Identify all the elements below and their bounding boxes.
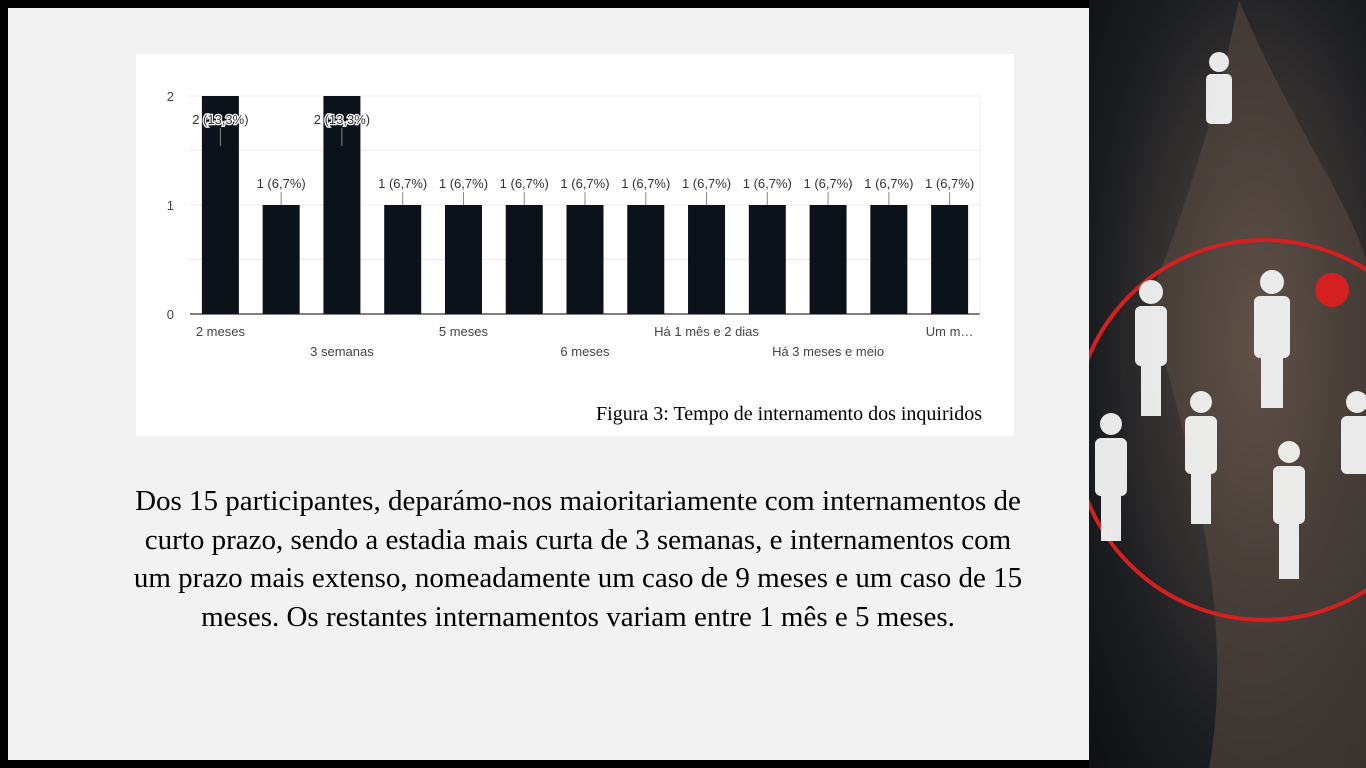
bar [263, 205, 300, 314]
data-label: 1 (6,7%) [864, 176, 914, 191]
data-label: 1 (6,7%) [560, 176, 610, 191]
y-tick-label: 0 [166, 307, 174, 322]
bar [445, 205, 482, 314]
data-label: 1 (6,7%) [925, 176, 975, 191]
x-tick-label: Há 3 meses e meio [772, 344, 885, 359]
x-tick-label: Um m… [925, 324, 974, 339]
bar [810, 205, 847, 314]
figure-caption: Figura 3: Tempo de internamento dos inquiridos [596, 403, 982, 425]
data-label: 1 (6,7%) [803, 176, 853, 191]
bar-chart [136, 54, 1014, 394]
data-label: 1 (6,7%) [256, 176, 306, 191]
bar [567, 205, 604, 314]
data-label: 1 (6,7%) [621, 176, 671, 191]
data-label: 1 (6,7%) [438, 176, 489, 191]
y-tick-label: 1 [166, 198, 174, 213]
bar [384, 205, 421, 314]
bar [506, 205, 543, 314]
bar [931, 205, 968, 314]
x-tick-label: 3 semanas [310, 344, 374, 359]
x-tick-label: 2 meses [195, 324, 245, 339]
data-label: 2 (13,3%) [192, 112, 249, 127]
data-label: 1 (6,7%) [681, 176, 732, 191]
data-label: 1 (6,7%) [742, 176, 792, 191]
decorative-photo [1089, 0, 1366, 768]
chart-figure [136, 54, 1014, 436]
data-label: 1 (6,7%) [378, 176, 428, 191]
body-paragraph: Dos 15 participantes, deparámo-nos maioritariamente com internamentos de curto prazo, sendo a estadia mais curta de 3 semanas, e internamentos com um prazo mais extenso, nomeadamente um caso de 9 meses e um caso de 15 meses. Os restantes internamentos variam entre 1 mês e 5 meses. [133, 485, 1023, 633]
x-tick-label: 5 meses [438, 324, 489, 339]
bar [627, 205, 664, 314]
bar [749, 205, 786, 314]
data-label: 2 (13,3%) [313, 112, 371, 127]
bar [688, 205, 725, 314]
data-label: 1 (6,7%) [499, 176, 549, 191]
y-tick-label: 2 [166, 89, 174, 104]
x-tick-label: Há 1 mês e 2 dias [654, 324, 759, 339]
x-tick-label: 6 meses [560, 344, 610, 359]
bar [870, 205, 907, 314]
people-network-icon [1089, 0, 1366, 768]
slide [8, 8, 1089, 760]
